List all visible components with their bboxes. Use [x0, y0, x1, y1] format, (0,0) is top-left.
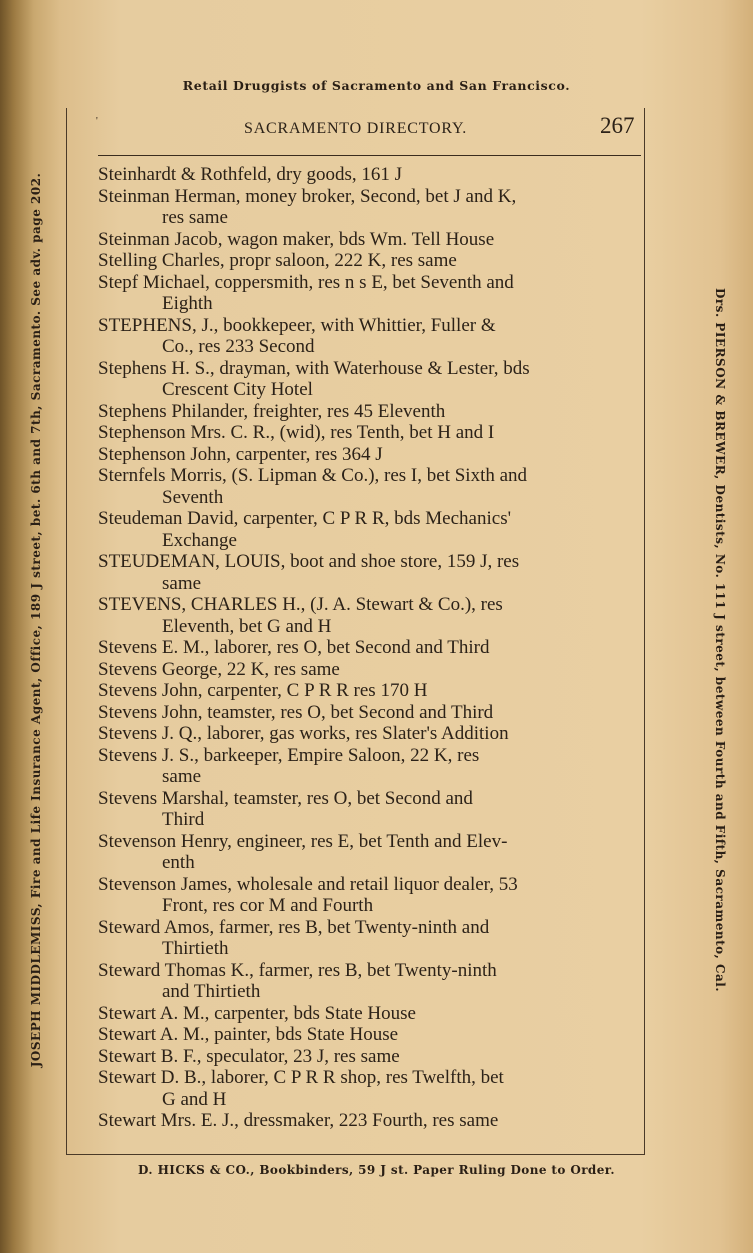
- entry-text: Stevenson James, wholesale and retail liquor dealer, 53: [98, 873, 518, 895]
- directory-entry: [98, 186, 628, 229]
- directory-entry: [98, 551, 628, 594]
- entry-text: Stevens Marshal, teamster, res O, bet Second and: [98, 787, 473, 809]
- header-rule: [98, 155, 641, 156]
- directory-entry: [98, 917, 628, 960]
- entry-text: Stelling Charles, propr saloon, 222 K, res same: [98, 250, 457, 271]
- entry-text: Stevenson Henry, engineer, res E, bet Tenth and Elev-: [98, 830, 508, 852]
- directory-entry: [98, 1024, 628, 1046]
- entry-continuation: Seventh: [162, 486, 224, 508]
- entry-text: Stewart B. F., speculator, 23 J, res same: [98, 1045, 400, 1067]
- directory-entry: [98, 1067, 628, 1110]
- entry-continuation: and Thirtieth: [162, 981, 261, 1002]
- entry-text: Stevens J. S., barkeeper, Empire Saloon, 22 K, res: [98, 744, 480, 766]
- entry-text: Stewart D. B., laborer, C P R R shop, res Twelfth, bet: [98, 1067, 504, 1088]
- directory-entry: [98, 659, 628, 681]
- right-margin-ad: Drs. PIERSON & BREWER, Dentists, No. 111 J street, between Fourth and Fifth, Sacramento, Cal.: [713, 287, 727, 993]
- directory-entry: [98, 1046, 628, 1068]
- entry-text: Stevens George, 22 K, res same: [98, 658, 340, 680]
- directory-entry: [98, 358, 628, 401]
- entry-continuation: Co., res 233 Second: [162, 336, 315, 357]
- entry-continuation: Third: [162, 809, 205, 830]
- entry-text: Steudeman David, carpenter, C P R R, bds Mechanics': [98, 508, 512, 529]
- page-number: 267: [600, 113, 635, 138]
- directory-entry: [98, 594, 628, 637]
- entry-text: STEUDEMAN, LOUIS, boot and shoe store, 159 J, res: [98, 551, 520, 572]
- directory-entry: [98, 1003, 628, 1025]
- entry-continuation: same: [162, 766, 202, 787]
- entry-continuation: G and H: [162, 1088, 227, 1110]
- entry-text: Steinhardt & Rothfeld, dry goods, 161 J: [98, 164, 402, 185]
- directory-entry: [98, 315, 628, 358]
- bottom-banner-ad: D. HICKS & CO., Bookbinders, 59 J st. Paper Ruling Done to Order.: [138, 1163, 615, 1177]
- directory-entry: [98, 250, 628, 272]
- entry-text: Steinman Jacob, wagon maker, bds Wm. Tell House: [98, 228, 495, 250]
- directory-entry: [98, 874, 628, 917]
- entry-continuation: Eleventh, bet G and H: [162, 615, 332, 637]
- directory-entry: [98, 272, 628, 315]
- entry-continuation: res same: [162, 207, 228, 228]
- directory-entry: [98, 680, 628, 702]
- entry-text: Stevens E. M., laborer, res O, bet Second and Third: [98, 637, 490, 658]
- directory-entry: [98, 702, 628, 724]
- entry-continuation: Exchange: [162, 529, 237, 551]
- entry-text: Stevens John, teamster, res O, bet Second and Third: [98, 701, 494, 723]
- directory-entry: [98, 960, 628, 1003]
- entry-text: Stewart Mrs. E. J., dressmaker, 223 Fourth, res same: [98, 1110, 499, 1131]
- entry-text: STEPHENS, J., bookkepeer, with Whittier, Fuller &: [98, 314, 496, 336]
- entry-continuation: Crescent City Hotel: [162, 379, 313, 400]
- entry-text: Steward Amos, farmer, res B, bet Twenty-ninth and: [98, 916, 490, 938]
- directory-entry: [98, 444, 628, 466]
- entry-text: Stevens J. Q., laborer, gas works, res Slater's Addition: [98, 723, 509, 744]
- top-banner-ad: Retail Druggists of Sacramento and San Francisco.: [182, 78, 571, 93]
- directory-entry: [98, 229, 628, 251]
- entry-text: Stephens Philander, freighter, res 45 Eleventh: [98, 400, 446, 422]
- entry-text: Stepf Michael, coppersmith, res n s E, bet Seventh and: [98, 271, 514, 293]
- entry-text: Steinman Herman, money broker, Second, bet J and K,: [98, 185, 517, 207]
- directory-entry: [98, 465, 628, 508]
- directory-entry: [98, 745, 628, 788]
- margin-mark: ': [96, 116, 98, 127]
- directory-entries: [98, 164, 628, 1132]
- entry-text: Stephenson Mrs. C. R., (wid), res Tenth, bet H and I: [98, 422, 495, 443]
- directory-entry: [98, 831, 628, 874]
- entry-continuation: Front, res cor M and Fourth: [162, 895, 374, 916]
- entry-text: Stevens John, carpenter, C P R R res 170 H: [98, 680, 428, 701]
- running-head: SACRAMENTO DIRECTORY.: [244, 120, 468, 137]
- entry-text: Stewart A. M., carpenter, bds State House: [98, 1002, 416, 1024]
- entry-continuation: enth: [162, 852, 195, 873]
- directory-entry: [98, 1110, 628, 1132]
- entry-continuation: Eighth: [162, 293, 213, 314]
- entry-text: Stewart A. M., painter, bds State House: [98, 1024, 399, 1045]
- left-margin-ad: JOSEPH MIDDLEMISS, Fire and Life Insurance Agent, Office, 189 J street, bet. 6th and 7th, Sacramento. See adv. page 202.: [29, 172, 43, 1068]
- directory-entry: [98, 637, 628, 659]
- directory-entry: [98, 788, 628, 831]
- entry-text: Steward Thomas K., farmer, res B, bet Twenty-ninth: [98, 959, 497, 981]
- directory-entry: [98, 422, 628, 444]
- directory-entry: [98, 508, 628, 551]
- directory-entry: [98, 723, 628, 745]
- entry-text: Sternfels Morris, (S. Lipman & Co.), res I, bet Sixth and: [98, 465, 528, 486]
- directory-entry: [98, 164, 628, 186]
- entry-text: Stephens H. S., drayman, with Waterhouse & Lester, bds: [98, 357, 530, 379]
- entry-continuation: same: [162, 572, 202, 594]
- entry-continuation: Thirtieth: [162, 938, 229, 959]
- directory-entry: [98, 401, 628, 423]
- entry-text: STEVENS, CHARLES H., (J. A. Stewart & Co.), res: [98, 594, 503, 615]
- entry-text: Stephenson John, carpenter, res 364 J: [98, 443, 383, 465]
